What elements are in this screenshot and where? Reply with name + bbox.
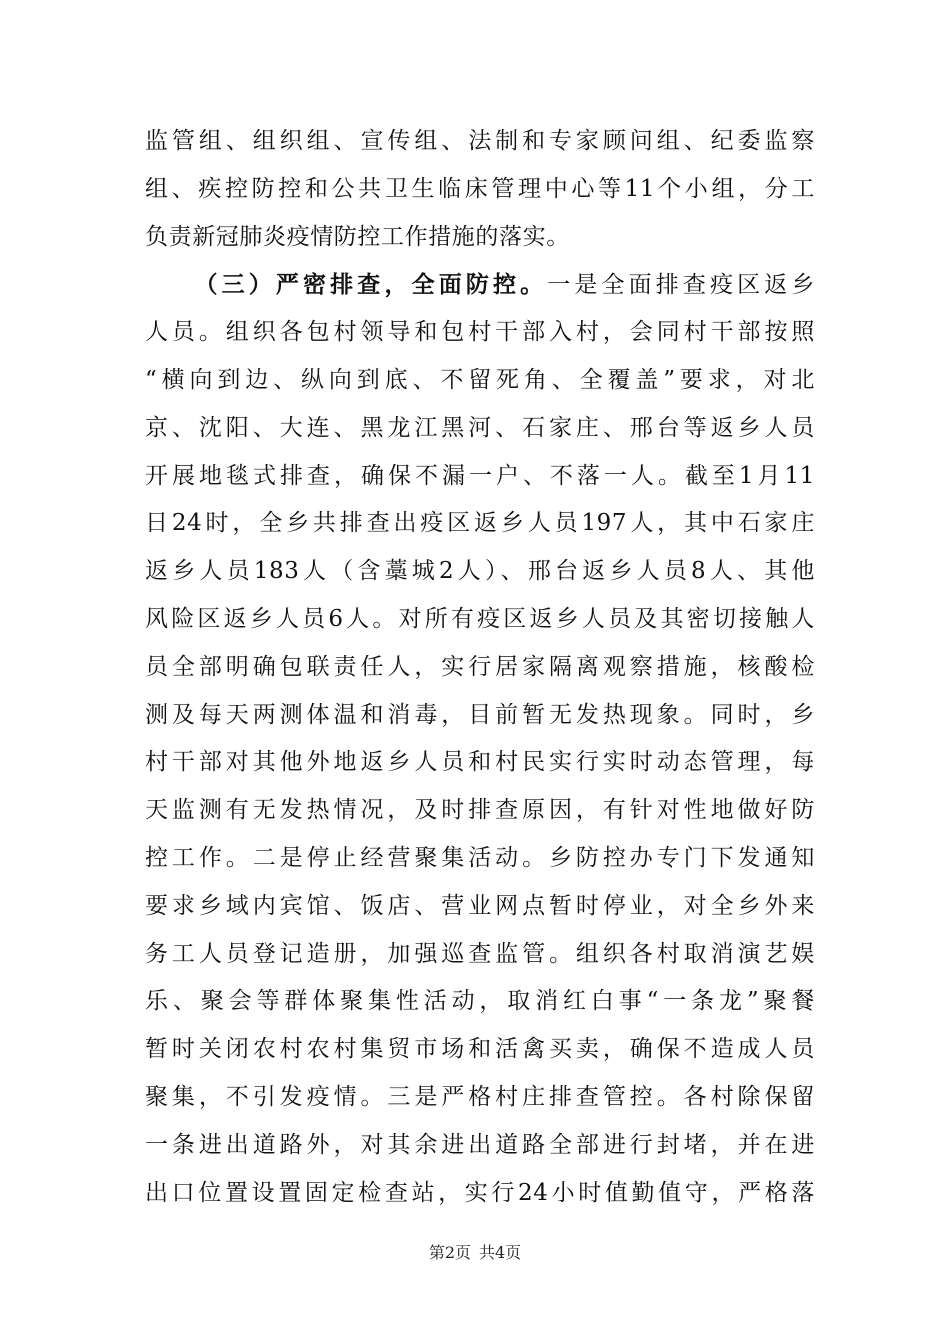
section-heading: （三）严密排查，全面防控。: [191, 271, 548, 299]
paragraph-2-line: 员全部明确包联责任人，实行居家隔离观察措施，核酸检: [145, 653, 815, 680]
paragraph-1-line: 负责新冠肺炎疫情防控工作措施的落实。: [145, 223, 570, 250]
paragraph-2-line: 村干部对其他外地返乡人员和村民实行实时动态管理，每: [145, 749, 815, 776]
paragraph-2-line: 开展地毯式排查，确保不漏一户、不落一人。截至1月11: [145, 462, 815, 489]
paragraph-2-line: 务工人员登记造册，加强巡查监管。组织各村取消演艺娱: [145, 940, 815, 967]
paragraph-2-line: 返乡人员183人（含藁城2人）、邢台返乡人员8人、其他: [145, 558, 815, 585]
paragraph-2-line: 天监测有无发热情况，及时排查原因，有针对性地做好防: [145, 797, 815, 824]
paragraph-2-line: “横向到边、纵向到底、不留死角、全覆盖”要求，对北: [145, 366, 815, 393]
body-text: [145, 118, 815, 1217]
paragraph-2-line: 测及每天两测体温和消毒，目前暂无发热现象。同时，乡: [145, 701, 815, 728]
paragraph-2-first-line: [145, 261, 815, 309]
page-number-total: 共4页: [479, 1243, 522, 1262]
paragraph-2-line: 控工作。二是停止经营聚集活动。乡防控办专门下发通知: [145, 844, 815, 871]
paragraph-2-line: 京、沈阳、大连、黑龙江黑河、石家庄、邢台等返乡人员: [145, 414, 815, 441]
paragraph-2-line: 人员。组织各包村领导和包村干部入村，会同村干部按照: [145, 319, 815, 346]
paragraph-2-line: 暂时关闭农村农村集贸市场和活禽买卖，确保不造成人员: [145, 1036, 815, 1063]
paragraph-2-first-line-text: 一是全面排查疫区返乡: [547, 272, 815, 299]
paragraph-1-line: 组、疾控防控和公共卫生临床管理中心等11个小组，分工: [145, 175, 815, 202]
paragraph-2-line: 乐、聚会等群体聚集性活动，取消红白事“一条龙”聚餐: [145, 988, 815, 1015]
paragraph-2-line: 要求乡域内宾馆、饭店、营业网点暂时停业，对全乡外来: [145, 892, 815, 919]
paragraph-2-line: 出口位置设置固定检查站，实行24小时值勤值守，严格落: [145, 1179, 815, 1206]
page-number-current: 第2页: [428, 1243, 471, 1262]
paragraph-2-line: 风险区返乡人员6人。对所有疫区返乡人员及其密切接触人: [145, 605, 815, 632]
page-footer: [0, 1240, 950, 1263]
paragraph-1-line: 监管组、组织组、宣传组、法制和专家顾问组、纪委监察: [145, 128, 815, 154]
paragraph-2-line: 聚集，不引发疫情。三是严格村庄排查管控。各村除保留: [145, 1083, 815, 1110]
paragraph-2-line: 日24时，全乡共排查出疫区返乡人员197人，其中石家庄: [145, 510, 815, 537]
paragraph-2-line: 一条进出道路外，对其余进出道路全部进行封堵，并在进: [145, 1131, 815, 1158]
